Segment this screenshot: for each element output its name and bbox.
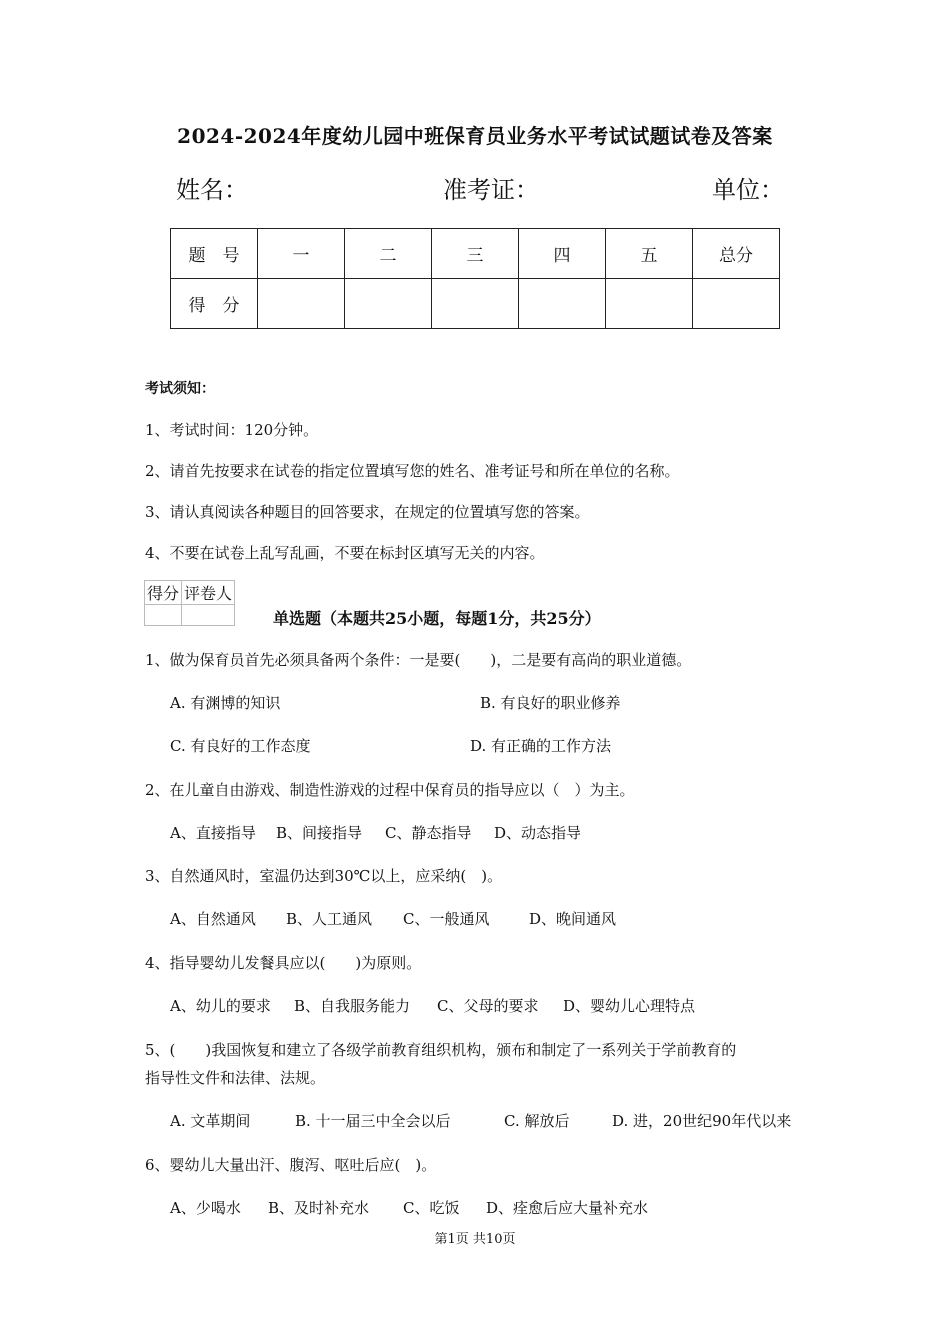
score-header-cell: 四: [519, 229, 606, 279]
unit-label: 单位：: [712, 176, 784, 204]
option-a: A. 有渊博的知识: [170, 694, 281, 712]
score-header-cell: 总分: [693, 229, 780, 279]
score-cell: [519, 279, 606, 329]
option-d: D、痊愈后应大量补充水: [486, 1199, 649, 1217]
option-b: B. 有良好的职业修养: [480, 694, 621, 712]
grader-name-cell: [182, 605, 235, 626]
score-cell: [693, 279, 780, 329]
question-stem: 1、做为保育员首先必须具备两个条件：一是要( )，二是要有高尚的职业道德。: [145, 651, 692, 669]
option-a: A、自然通风: [170, 910, 256, 928]
notice-item: 4、不要在试卷上乱写乱画，不要在标封区填写无关的内容。: [145, 544, 545, 562]
question-stem-continued: 指导性文件和法律、法规。: [145, 1069, 326, 1087]
option-a: A. 文革期间: [170, 1112, 251, 1130]
page-title: 2024-2024年度幼儿园中班保育员业务水平考试试题试卷及答案: [177, 124, 773, 148]
score-header-cell: 题 号: [171, 229, 258, 279]
grader-name-label: 评卷人: [182, 581, 235, 605]
option-c: C. 解放后: [504, 1112, 570, 1130]
score-header-cell: 三: [432, 229, 519, 279]
option-c: C、父母的要求: [437, 997, 539, 1015]
option-a: A、幼儿的要求: [170, 997, 271, 1015]
grader-score-label: 得分: [145, 581, 182, 605]
notice-item: 3、请认真阅读各种题目的回答要求，在规定的位置填写您的答案。: [145, 503, 590, 521]
question-stem: 6、婴幼儿大量出汗、腹泻、呕吐后应( )。: [145, 1156, 437, 1174]
option-d: D. 进，20世纪90年代以来: [612, 1112, 792, 1130]
option-c: C、静态指导: [385, 824, 472, 842]
score-header-cell: 五: [606, 229, 693, 279]
notice-item: 1、考试时间：120分钟。: [145, 421, 319, 439]
score-cell: [432, 279, 519, 329]
option-b: B、及时补充水: [268, 1199, 370, 1217]
option-c: C、吃饭: [403, 1199, 460, 1217]
option-d: D、晚间通风: [529, 910, 617, 928]
option-a: A、少喝水: [170, 1199, 241, 1217]
question-stem: 4、指导婴幼儿发餐具应以( )为原则。: [145, 954, 422, 972]
option-c: C、一般通风: [403, 910, 490, 928]
notice-item: 2、请首先按要求在试卷的指定位置填写您的姓名、准考证号和所在单位的名称。: [145, 462, 680, 480]
page-footer: 第1页 共10页: [434, 1232, 516, 1247]
score-cell: [606, 279, 693, 329]
grader-score-cell: [145, 605, 182, 626]
option-d: D、动态指导: [494, 824, 582, 842]
score-header-cell: 一: [258, 229, 345, 279]
option-b: B、人工通风: [286, 910, 373, 928]
option-d: D. 有正确的工作方法: [470, 737, 612, 755]
score-table: [170, 228, 780, 329]
name-label: 姓名：: [176, 176, 248, 204]
option-b: B、自我服务能力: [294, 997, 411, 1015]
option-c: C. 有良好的工作态度: [170, 737, 311, 755]
option-d: D、婴幼儿心理特点: [563, 997, 696, 1015]
score-cell: [345, 279, 432, 329]
score-row-label: 得 分: [171, 279, 258, 329]
score-table-header-row: [171, 229, 780, 279]
score-table-score-row: [171, 279, 780, 329]
grader-box: [144, 580, 235, 626]
question-stem: 3、自然通风时，室温仍达到30℃以上，应采纳( )。: [145, 867, 503, 885]
notice-heading: 考试须知：: [145, 381, 215, 397]
option-b: B、间接指导: [276, 824, 363, 842]
question-stem: 2、在儿童自由游戏、制造性游戏的过程中保育员的指导应以（ ）为主。: [145, 781, 635, 799]
option-b: B. 十一届三中全会以后: [295, 1112, 451, 1130]
option-a: A、直接指导: [170, 824, 256, 842]
score-header-cell: 二: [345, 229, 432, 279]
score-cell: [258, 279, 345, 329]
section-title: 单选题（本题共25小题，每题1分，共25分）: [273, 609, 601, 628]
exam-id-label: 准考证：: [443, 176, 539, 204]
question-stem: 5、( )我国恢复和建立了各级学前教育组织机构，颁布和制定了一系列关于学前教育的: [145, 1041, 737, 1059]
